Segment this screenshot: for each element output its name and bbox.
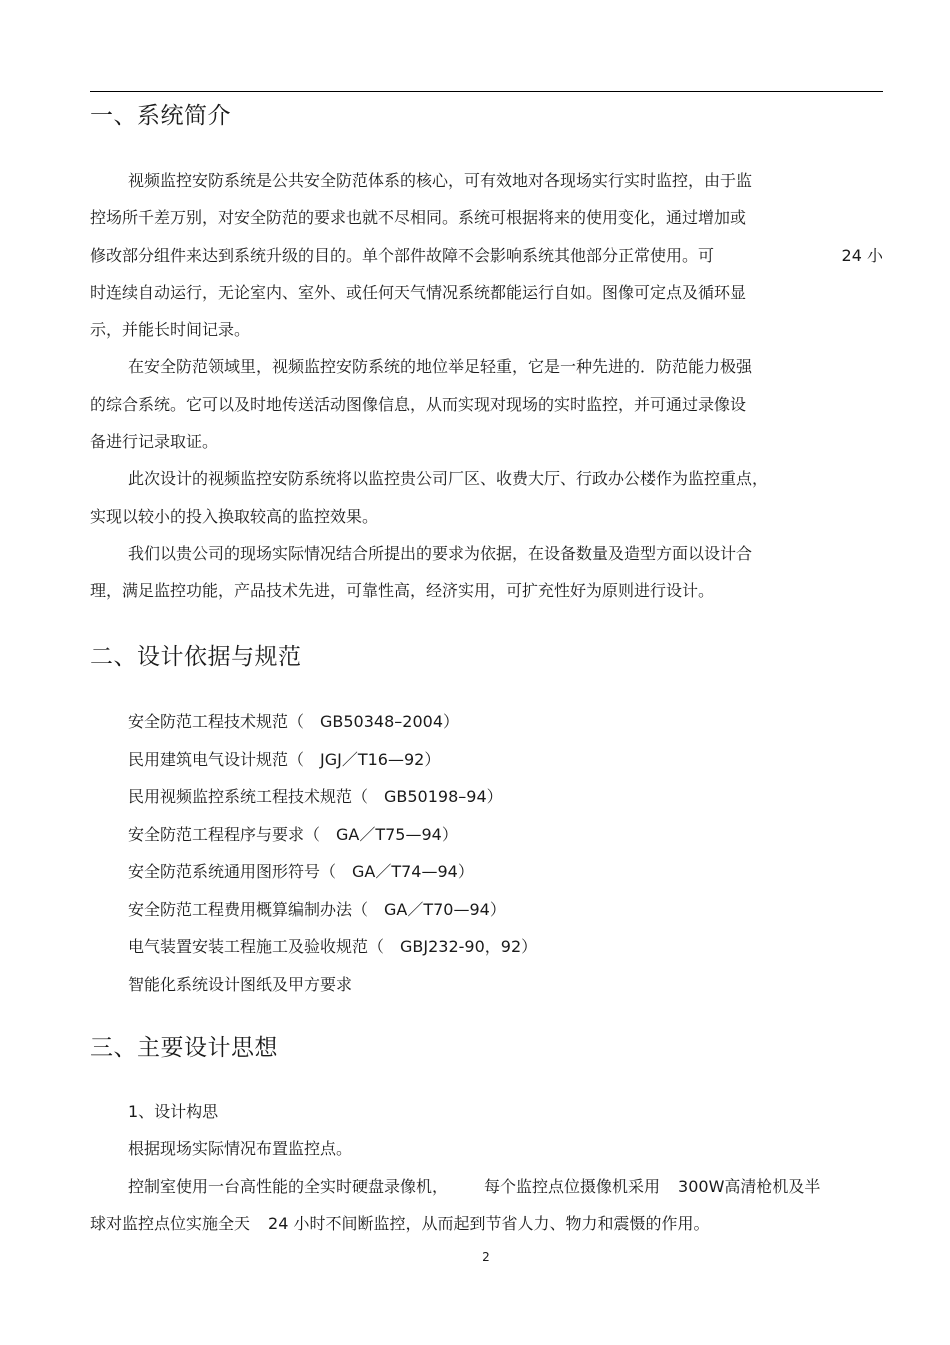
text-line: 1、设计构思 [128, 1102, 219, 1121]
text-line: 实现以较小的投入换取较高的监控效果。 [90, 506, 379, 526]
text-segment: 24 小时不间断监控，从而起到节省人力、物力和震慑的作用。 [268, 1213, 710, 1233]
reference-list [128, 703, 537, 1003]
text-line: 此次设计的视频监控安防系统将以监控贵公司厂区、收费大厅、行政办公楼作为监控重点， [128, 469, 769, 489]
section-2-title: 二、设计依据与规范 [90, 644, 302, 670]
text-line: 根据现场实际情况布置监控点。 [128, 1139, 353, 1159]
header-rule [90, 91, 883, 92]
text-segment: 球对监控点位实施全天 [90, 1213, 251, 1233]
text-line: 控场所千差万别，对安全防范的要求也就不尽相同。系统可根据将来的使用变化，通过增加或 [90, 208, 747, 228]
text-line: 在安全防范领域里，视频监控安防系统的地位举足轻重，它是一种先进的．防范能力极强 [128, 357, 753, 377]
text-segment: 300W高清枪机及半 [678, 1176, 821, 1196]
text-line: 备进行记录取证。 [90, 432, 219, 452]
reference-item: 安全防范工程程序与要求（ GA／T75—94） [128, 824, 458, 844]
text-line: 我们以贵公司的现场实际情况结合所提出的要求为依据，在设备数量及造型方面以设计合 [128, 543, 753, 563]
text-line: 的综合系统。它可以及时地传送活动图像信息，从而实现对现场的实时监控，并可通过录像设 [90, 394, 747, 414]
reference-item: 安全防范系统通用图形符号（ GA／T74—94） [128, 862, 474, 881]
reference-item: 安全防范工程费用概算编制办法（ GA／T70—94） [128, 899, 506, 919]
text-segment: 修改部分组件来达到系统升级的目的。单个部件故障不会影响系统其他部分正常使用。可 [90, 245, 715, 265]
reference-item: 民用视频监控系统工程技术规范（ GB50198–94） [128, 787, 503, 806]
section-1-body [90, 162, 883, 610]
reference-item: 智能化系统设计图纸及甲方要求 [128, 974, 353, 994]
text-line [90, 1205, 883, 1242]
section-3-body [90, 1093, 883, 1242]
text-segment: 每个监控点位摄像机采用 [484, 1176, 661, 1196]
text-segment: 控制室使用一台高性能的全实时硬盘录像机， [128, 1176, 449, 1196]
reference-item: 电气装置安装工程施工及验收规范（ GBJ232-90，92） [128, 937, 538, 956]
text-line [90, 1168, 883, 1205]
section-3-title: 三、主要设计思想 [90, 1035, 278, 1061]
text-line [90, 237, 883, 274]
reference-item: 安全防范工程技术规范（ GB50348–2004） [128, 712, 459, 731]
text-line: 时连续自动运行，无论室内、室外、或任何天气情况系统都能运行自如。图像可定点及循环显 [90, 282, 747, 302]
section-1-title: 一、系统简介 [90, 103, 231, 129]
page-number: 2 [482, 1250, 490, 1264]
text-line: 视频监控安防系统是公共安全防范体系的核心，可有效地对各现场实行实时监控，由于监 [128, 171, 753, 190]
text-line: 理，满足监控功能，产品技术先进，可靠性高，经济实用，可扩充性好为原则进行设计。 [90, 581, 715, 601]
reference-item: 民用建筑电气设计规范（ JGJ／T16—92） [128, 749, 441, 769]
text-segment: 24 小 [841, 245, 883, 265]
text-line: 示，并能长时间记录。 [90, 320, 251, 340]
